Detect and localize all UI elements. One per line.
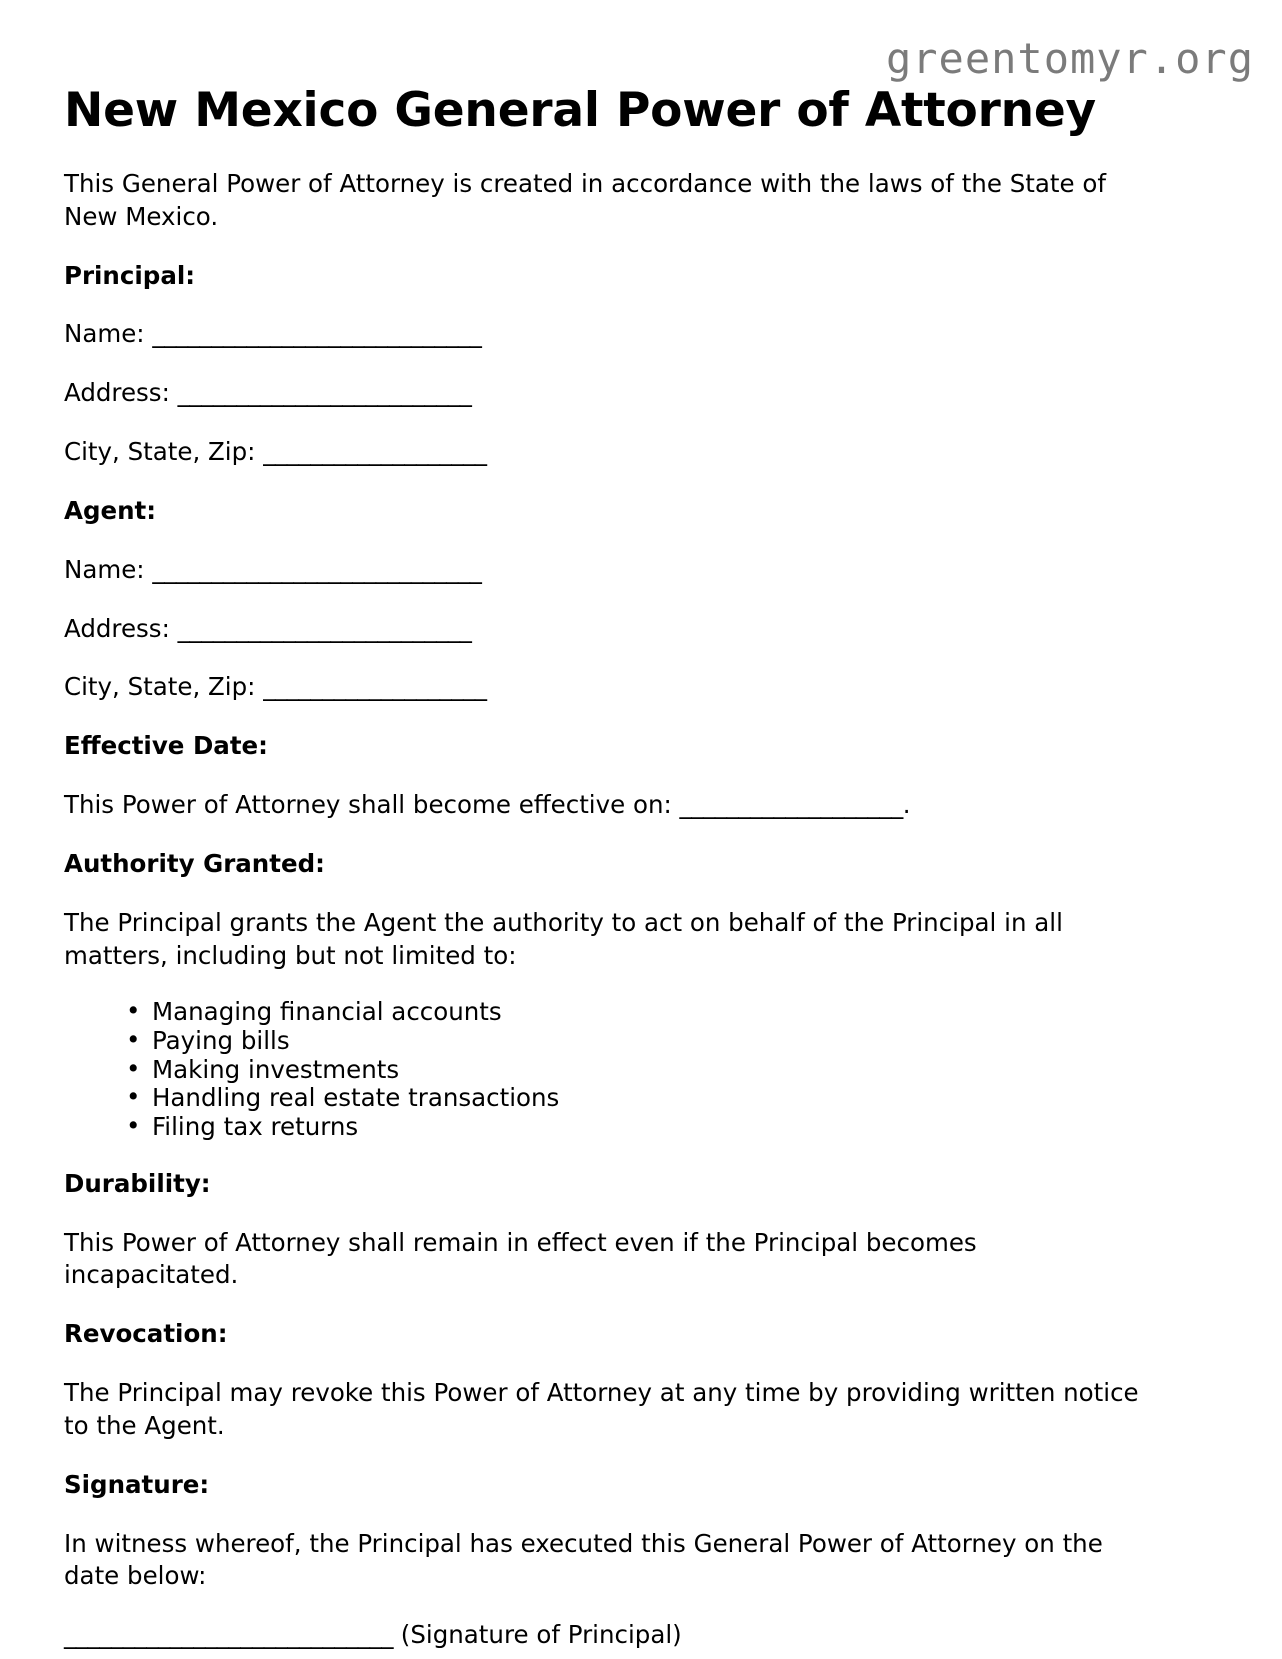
agent-city-field bbox=[64, 671, 1149, 704]
principal-city-label: City, State, Zip: bbox=[64, 437, 256, 467]
agent-name-label: Name: bbox=[64, 554, 145, 584]
agent-name-blank[interactable]: ____________________________ bbox=[152, 554, 482, 584]
authority-intro-paragraph: The Principal grants the Agent the authority to act on behalf of the Principal in all matters, including but not limited to: bbox=[64, 907, 1063, 970]
list-item: • Handling real estate transactions bbox=[126, 1084, 1149, 1113]
agent-city-label: City, State, Zip: bbox=[64, 672, 256, 702]
list-item: • Managing financial accounts bbox=[126, 998, 1149, 1027]
agent-address-label: Address: bbox=[64, 613, 170, 643]
revocation-paragraph: The Principal may revoke this Power of Attorney at any time by providing written notice to the Agent. bbox=[64, 1378, 1139, 1440]
agent-name-field bbox=[64, 554, 1149, 587]
effective-date-text: This Power of Attorney shall become effective on: bbox=[64, 790, 672, 820]
effective-date-heading: Effective Date: bbox=[64, 731, 268, 761]
list-item: • Filing tax returns bbox=[126, 1113, 1149, 1142]
revocation-heading: Revocation: bbox=[64, 1319, 228, 1349]
intro-paragraph: This General Power of Attorney is created in accordance with the laws of the State of New Mexico. bbox=[64, 169, 1106, 231]
signature-caption: (Signature of Principal) bbox=[400, 1620, 682, 1650]
page-title: New Mexico General Power of Attorney bbox=[64, 83, 1096, 138]
principal-address-blank[interactable]: _________________________ bbox=[177, 378, 472, 408]
site-watermark: greentomyr.org bbox=[885, 34, 1254, 83]
agent-city-blank[interactable]: ___________________ bbox=[263, 672, 487, 702]
effective-date-field bbox=[64, 789, 1149, 822]
signature-blank[interactable]: ____________________________ bbox=[64, 1620, 393, 1650]
principal-address-label: Address: bbox=[64, 378, 170, 408]
principal-address-field bbox=[64, 377, 1149, 410]
authority-granted-heading: Authority Granted: bbox=[64, 848, 325, 878]
principal-city-blank[interactable]: ___________________ bbox=[263, 437, 487, 467]
principal-name-field bbox=[64, 318, 1149, 351]
list-item: • Paying bills bbox=[126, 1027, 1149, 1056]
agent-address-blank[interactable]: _________________________ bbox=[177, 613, 472, 643]
durability-heading: Durability: bbox=[64, 1168, 211, 1198]
principal-city-field bbox=[64, 436, 1149, 469]
list-item: • Making investments bbox=[126, 1056, 1149, 1085]
effective-date-period: . bbox=[902, 790, 911, 820]
agent-heading: Agent: bbox=[64, 495, 157, 525]
principal-heading: Principal: bbox=[64, 260, 196, 290]
effective-date-blank[interactable]: ___________________ bbox=[679, 790, 903, 820]
durability-paragraph: This Power of Attorney shall remain in effect even if the Principal becomes incapacitated. bbox=[64, 1227, 977, 1290]
document-body bbox=[64, 168, 1149, 1652]
authority-list bbox=[64, 998, 1149, 1141]
signature-paragraph: In witness whereof, the Principal has executed this General Power of Attorney on the date below: bbox=[64, 1528, 1103, 1591]
principal-name-blank[interactable]: ____________________________ bbox=[152, 319, 482, 349]
signature-heading: Signature: bbox=[64, 1469, 210, 1499]
agent-address-field bbox=[64, 613, 1149, 646]
signature-line-row bbox=[64, 1619, 1149, 1652]
principal-name-label: Name: bbox=[64, 319, 145, 349]
